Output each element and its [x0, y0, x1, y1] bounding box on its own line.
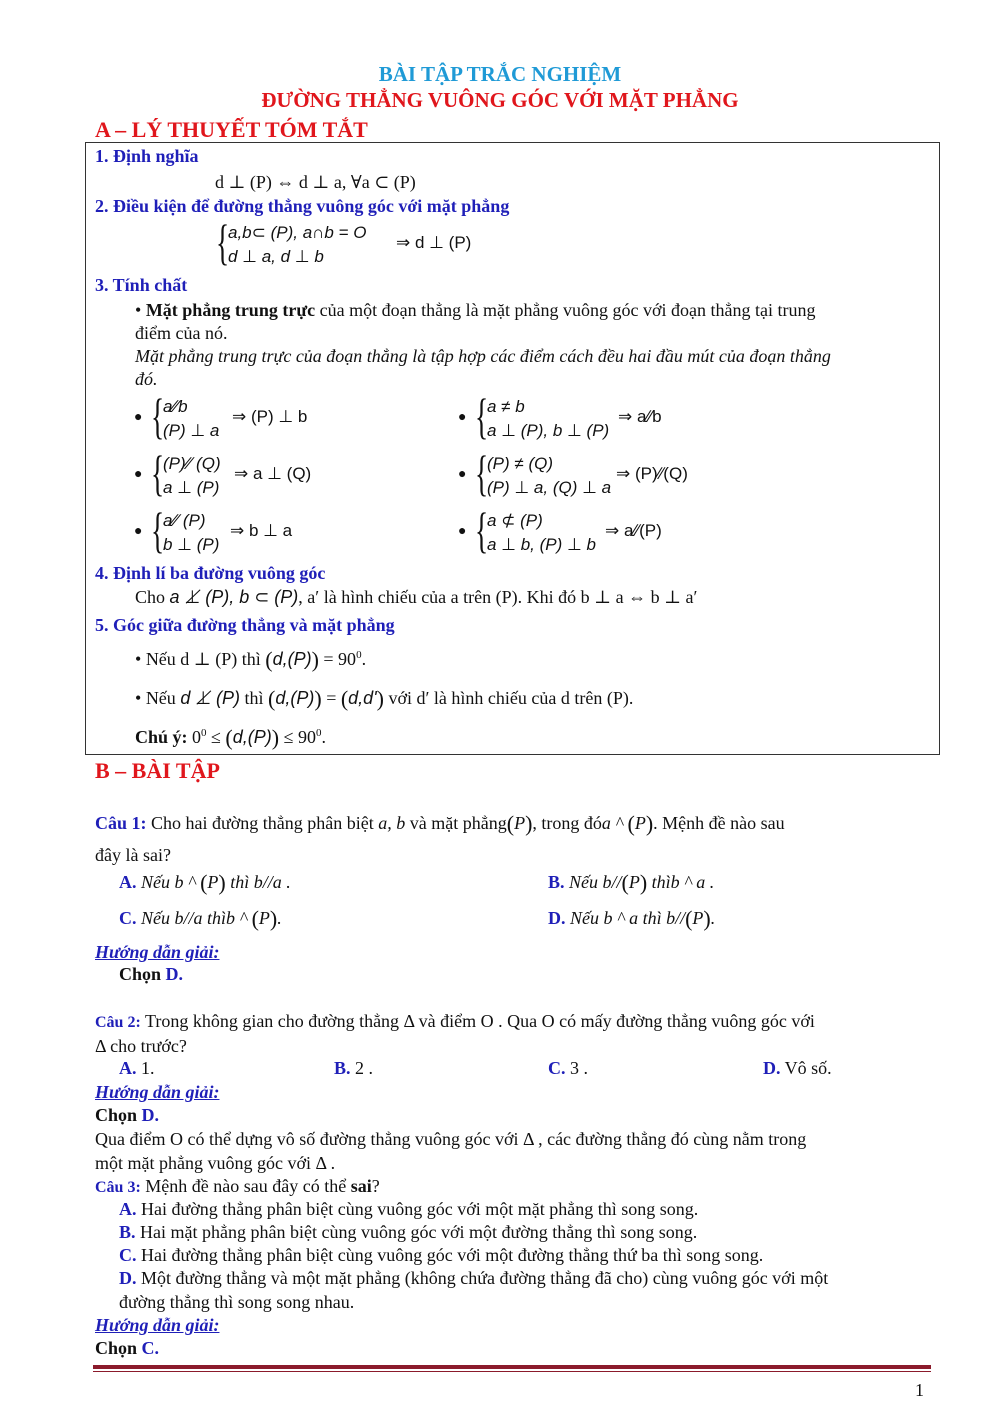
s2-result: ⇒ d ⊥ (P)	[396, 233, 472, 252]
s3-line2: điểm của nó.	[135, 323, 228, 343]
q1-option-b-text: Nếu b//	[564, 872, 622, 892]
sup-zero: 0	[315, 727, 322, 739]
q3-hint: Hướng dẫn giải:	[95, 1315, 220, 1335]
prop-6-line1: a ⊄ (P)	[487, 511, 543, 530]
s5-l1-post: = 90	[318, 649, 357, 669]
s2-sys-line2: d ⊥ a, d ⊥ b	[228, 247, 324, 266]
s5-l1-pre: Nếu d ⊥ (P) thì	[145, 649, 266, 669]
bullet-icon: ●	[134, 410, 143, 425]
s2-system: { a,b⊂ (P), a∩b = O d ⊥ a, d ⊥ b	[216, 214, 367, 270]
q2-option-d-text: Vô số.	[780, 1058, 832, 1078]
prop-2-line2: a ⊥ (P), b ⊥ (P)	[487, 421, 610, 440]
prop-5-line1: a∕∕ (P)	[163, 511, 206, 530]
q3-option-d-text: Một đường thẳng và một mặt phẳng (không chứa đường thẳng đã cho) cùng vuông góc với một	[136, 1268, 829, 1288]
s3-bold: Mặt phẳng trung trực	[145, 300, 316, 320]
prop-2: { a ≠ b a ⊥ (P), b ⊥ (P)	[475, 388, 610, 444]
q3-option-d-key: D.	[119, 1268, 137, 1288]
bullet-icon: ●	[458, 410, 467, 425]
q3-option-b-text: Hai mặt phẳng phân biệt cùng vuông góc với một đường thẳng thì song song.	[135, 1222, 698, 1242]
q3-option-a-text: Hai đường thẳng phân biệt cùng vuông góc với một mặt phẳng thì song song.	[136, 1199, 699, 1219]
dot: .	[321, 727, 326, 747]
prop-3: { (P)∕∕ (Q) a ⊥ (P)	[151, 445, 221, 501]
q3-bold: sai	[350, 1176, 372, 1196]
note-le: ≤	[206, 727, 226, 747]
doc-title: BÀI TẬP TRẮC NGHIỆM	[378, 62, 622, 86]
q2-option-a-key: A.	[119, 1058, 137, 1078]
note-pre: 0	[187, 727, 202, 747]
prop-6-line2: a ⊥ b, (P) ⊥ b	[487, 535, 596, 554]
q3-option-c-text: Hai đường thẳng phân biệt cùng vuông góc với một đường thẳng thứ ba thì song song.	[136, 1245, 764, 1265]
q2-option-c-text: 3 .	[565, 1058, 588, 1078]
q3-option-d-cont: đường thẳng thì song song nhau.	[119, 1292, 355, 1312]
q2-option-d-key: D.	[763, 1058, 781, 1078]
s5-l1-math: d,(P)	[272, 649, 312, 669]
q2-hint: Hướng dẫn giải:	[95, 1082, 220, 1102]
bullet-icon: ●	[134, 524, 143, 539]
dot: .	[361, 649, 367, 669]
prop-5-result: ⇒ b ⊥ a	[230, 521, 293, 540]
q3-answer-value: C.	[141, 1338, 160, 1358]
prop-2-result: ⇒ a∕∕b	[618, 407, 662, 426]
q2-exp2: một mặt phẳng vuông góc với Δ .	[95, 1153, 336, 1173]
note-label: Chú ý:	[135, 727, 188, 747]
q1-answer	[119, 964, 183, 985]
q1-answer-prefix: Chọn	[119, 964, 166, 984]
s3-title: 3. Tính chất	[95, 275, 188, 295]
q1-text-a: Cho hai đường thẳng phân biệt	[146, 813, 379, 833]
prop-3-result: ⇒ a ⊥ (Q)	[234, 464, 312, 483]
prop-6: { a ⊄ (P) a ⊥ b, (P) ⊥ b	[475, 502, 596, 558]
q3-option-a-key: A.	[119, 1199, 137, 1219]
q2-option-d[interactable]	[763, 1058, 832, 1079]
prop-4: { (P) ≠ (Q) (P) ⊥ a, (Q) ⊥ a	[475, 445, 612, 501]
q3-option-d[interactable]	[119, 1268, 828, 1289]
q1-option-b-text2: thìb ^ a .	[647, 872, 715, 892]
q1-option-d-text2: .	[710, 908, 716, 928]
prop-1: { a∕∕b (P) ⊥ a	[151, 388, 220, 444]
bullet-icon: ●	[458, 467, 467, 482]
s4-line	[135, 587, 697, 608]
footer-rule-thin	[93, 1371, 931, 1372]
q2-option-b-key: B.	[334, 1058, 351, 1078]
bullet-icon: •	[135, 649, 146, 669]
s2-sys-line1: a,b⊂ (P), a∩b = O	[228, 223, 367, 242]
s3-italic1: Mặt phẳng trung trực của đoạn thẳng là tập hợp các điểm cách đều hai đầu mút của đoạn thẳng	[135, 346, 831, 366]
q2-exp1: Qua điểm O có thể dựng vô số đường thẳng vuông góc với Δ , các đường thẳng đó cùng nằm trong	[95, 1129, 807, 1149]
prop-4-result: ⇒ (P)∕∕(Q)	[616, 464, 688, 483]
q2-option-b-text: 2 .	[350, 1058, 374, 1078]
q1-text-c: và mặt phẳng	[405, 813, 507, 833]
q3-line1	[95, 1176, 380, 1197]
q3-option-a[interactable]	[119, 1199, 698, 1220]
s5-l2-post: với d′ là hình chiếu của d trên (P).	[383, 688, 634, 708]
s4-cho: Cho	[135, 587, 170, 607]
s5-line1: • Nếu d ⊥ (P) thì $(d,(P)) = 90^0$.	[135, 647, 367, 672]
doc-subtitle: ĐƯỜNG THẲNG VUÔNG GÓC VỚI MẶT PHẲNG	[261, 88, 739, 112]
q1-option-d[interactable]: D. Nếu b ^ a thì b//(P).	[548, 906, 716, 931]
q1-option-d-key: D.	[548, 908, 566, 928]
q2-option-c[interactable]	[548, 1058, 588, 1079]
q3-option-c[interactable]	[119, 1245, 763, 1266]
s4-math: a ⊥̸ (P), b ⊂ (P)	[169, 587, 299, 607]
q3-end: ?	[371, 1176, 380, 1196]
prop-5: { a∕∕ (P) b ⊥ (P)	[151, 502, 220, 558]
q1-option-c[interactable]: C. Nếu b//a thìb ^ (P).	[119, 906, 282, 931]
q3-answer	[95, 1338, 159, 1359]
section-a-heading: A – LÝ THUYẾT TÓM TẮT	[95, 117, 368, 142]
q3-label: Câu 3:	[95, 1179, 141, 1196]
q1-option-a-key: A.	[119, 872, 137, 892]
footer-rule	[93, 1365, 931, 1369]
page-number: 1	[915, 1380, 924, 1400]
bullet-icon: ●	[134, 467, 143, 482]
q1-option-c-text2: .	[277, 908, 282, 928]
s5-line2: • Nếu d ⊥̸ (P) thì (d,(P)) = (d,d') với d′ là hình chiếu của d trên (P).	[135, 686, 634, 711]
q1-option-a[interactable]: A. Nếu b ^ (P) thì b//a .	[119, 870, 291, 895]
prop-1-result: ⇒ (P) ⊥ b	[232, 407, 308, 426]
q2-answer-prefix: Chọn	[95, 1105, 142, 1125]
s5-l2-m3: d,d'	[348, 688, 377, 708]
s3-line1	[135, 300, 816, 321]
q1-hint: Hướng dẫn giải:	[95, 942, 220, 962]
q3-option-b-key: B.	[119, 1222, 136, 1242]
q2-answer-value: D.	[141, 1105, 160, 1125]
q1-answer-value: D.	[165, 964, 184, 984]
q2-option-b[interactable]	[334, 1058, 373, 1079]
prop-1-line1: a∕∕b	[163, 397, 188, 416]
section-b-heading: B – BÀI TẬP	[95, 758, 220, 783]
q3-option-b[interactable]	[119, 1222, 697, 1243]
prop-3-line2: a ⊥ (P)	[163, 478, 220, 497]
q1-text-d: , trong đó	[532, 813, 602, 833]
s5-l2-pre: Nếu	[145, 688, 181, 708]
q1-option-a-text2: thì b//a .	[225, 872, 291, 892]
s5-note: Chú ý: $0^0 \le (d,(P)) \le 90^0$.	[135, 725, 326, 750]
prop-4-line2: (P) ⊥ a, (Q) ⊥ a	[487, 478, 612, 497]
q2-line2: Δ cho trước?	[95, 1036, 187, 1056]
s3-text1: của một đoạn thẳng là mặt phẳng vuông góc với đoạn thẳng tại trung	[315, 300, 816, 320]
s1-title: 1. Định nghĩa	[95, 146, 199, 166]
q2-option-a-text: 1.	[136, 1058, 155, 1078]
bullet-icon: •	[135, 688, 146, 708]
q2-option-c-key: C.	[548, 1058, 566, 1078]
s5-l2-mid: thì	[240, 688, 269, 708]
prop-4-line1: (P) ≠ (Q)	[487, 454, 553, 473]
q1-option-d-text: Nếu b ^ a thì b//	[565, 908, 686, 928]
prop-1-line2: (P) ⊥ a	[163, 421, 220, 440]
note-math: d,(P)	[232, 727, 272, 747]
prop-6-result: ⇒ a∕∕(P)	[605, 521, 662, 540]
q2-text1: Trong không gian cho đường thẳng Δ và điểm O . Qua O có mấy đường thẳng vuông góc với	[140, 1011, 815, 1031]
sup-zero: 0	[201, 727, 207, 739]
q2-option-a[interactable]	[119, 1058, 155, 1079]
q3-text: Mệnh đề nào sau đây có thể	[140, 1176, 351, 1196]
q3-answer-prefix: Chọn	[95, 1338, 142, 1358]
q1-label: Câu 1:	[95, 813, 147, 833]
s3-italic2: đó.	[135, 369, 158, 389]
s1-formula: d ⊥ (P) ⇔ d ⊥ a, ∀a ⊂ (P)	[215, 172, 416, 192]
q1-text-e: a ^	[601, 813, 628, 833]
q1-option-b-key: B.	[548, 872, 565, 892]
q1-option-c-key: C.	[119, 908, 137, 928]
q2-answer	[95, 1105, 159, 1126]
q3-option-c-key: C.	[119, 1245, 137, 1265]
s5-title: 5. Góc giữa đường thẳng và mặt phẳng	[95, 615, 395, 635]
q1-line2: đây là sai?	[95, 845, 171, 865]
s2-title: 2. Điều kiện để đường thẳng vuông góc với mặt phẳng	[95, 196, 510, 216]
bullet-icon: •	[135, 300, 146, 320]
q1-text-f: . Mệnh đề nào sau	[653, 813, 785, 833]
q1-line1: Câu 1: Cho hai đường thẳng phân biệt a, b và mặt phẳng(P), trong đóa ^ (P). Mệnh đề nào sau	[95, 811, 785, 836]
note-post: ≤ 90	[279, 727, 316, 747]
q2-line1	[95, 1011, 815, 1032]
s5-l2-m2: d,(P)	[275, 688, 315, 708]
s5-l2-m1: d ⊥̸ (P)	[180, 688, 240, 708]
s5-l2-eq: =	[321, 688, 341, 708]
prop-3-line1: (P)∕∕ (Q)	[163, 454, 221, 473]
q2-label: Câu 2:	[95, 1014, 141, 1031]
q1-option-c-text: Nếu b//a thìb ^	[136, 908, 252, 928]
q1-option-a-text: Nếu b ^	[136, 872, 201, 892]
s4-text: , a′ là hình chiếu của a trên (P). Khi đó b ⊥ a ⇔ b ⊥ a′	[298, 587, 698, 607]
q1-text-b: a, b	[378, 813, 406, 833]
prop-5-line2: b ⊥ (P)	[163, 535, 220, 554]
sup-zero: 0	[356, 649, 362, 661]
bullet-icon: ●	[458, 524, 467, 539]
s4-title: 4. Định lí ba đường vuông góc	[95, 563, 326, 583]
q1-option-b[interactable]: B. Nếu b//(P) thìb ^ a .	[548, 870, 715, 895]
prop-2-line1: a ≠ b	[487, 397, 525, 416]
